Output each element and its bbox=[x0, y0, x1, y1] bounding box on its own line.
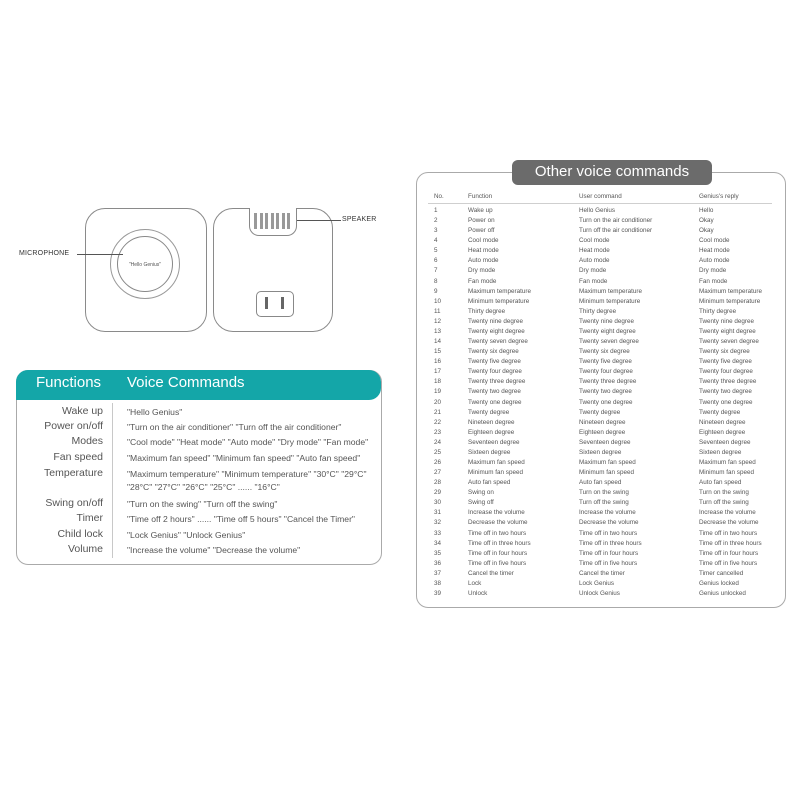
row-function: Twenty eight degree bbox=[468, 327, 525, 335]
row-user-command: Maximum fan speed bbox=[579, 459, 636, 466]
row-user-command: Minimum temperature bbox=[579, 297, 641, 305]
row-number: 8 bbox=[434, 277, 438, 285]
row-number: 24 bbox=[434, 438, 442, 446]
row-reply: Genius unlocked bbox=[699, 590, 746, 598]
row-number: 9 bbox=[434, 287, 438, 295]
row-user-command: Twenty two degree bbox=[579, 388, 632, 396]
speaker-label: SPEAKER bbox=[342, 216, 377, 223]
row-user-command: Fan mode bbox=[579, 277, 608, 285]
row-user-command: Auto fan speed bbox=[579, 479, 622, 487]
row-number: 6 bbox=[434, 257, 438, 265]
row-function: Nineteen degree bbox=[468, 418, 515, 426]
row-reply: Time off in five hours bbox=[699, 559, 758, 567]
row-number: 10 bbox=[434, 297, 442, 305]
row-user-command: Time off in four hours bbox=[579, 549, 639, 557]
row-reply: Increase the volume bbox=[699, 509, 756, 517]
row-function: Fan mode bbox=[468, 277, 497, 285]
function-name: Power on/off bbox=[44, 420, 103, 432]
row-reply: Thirty degree bbox=[699, 307, 737, 315]
row-function: Eighteen degree bbox=[468, 428, 515, 436]
row-reply: Twenty three degree bbox=[699, 378, 757, 386]
row-function: Wake up bbox=[468, 207, 493, 214]
row-user-command: Increase the volume bbox=[579, 509, 636, 517]
row-reply: Time off in three hours bbox=[699, 539, 762, 547]
row-number: 36 bbox=[434, 559, 442, 567]
row-function: Unlock bbox=[468, 590, 488, 598]
voice-command-text: "Cool mode" "Heat mode" "Auto mode" "Dry mode" "Fan mode" bbox=[127, 437, 369, 447]
row-user-command: Twenty one degree bbox=[579, 398, 633, 406]
row-user-command: Turn off the air conditioner bbox=[579, 227, 653, 235]
row-user-command: Auto mode bbox=[579, 257, 610, 265]
row-reply: Sixteen degree bbox=[699, 448, 742, 456]
row-reply: Twenty five degree bbox=[699, 358, 752, 366]
row-number: 23 bbox=[434, 428, 442, 436]
voice-command-text: "Turn on the air conditioner" "Turn off the air conditioner" bbox=[127, 422, 342, 432]
row-number: 7 bbox=[434, 267, 438, 275]
speaker-slot bbox=[254, 213, 257, 229]
row-user-command: Decrease the volume bbox=[579, 519, 639, 527]
row-number: 35 bbox=[434, 549, 442, 557]
row-user-command: Heat mode bbox=[579, 247, 610, 255]
voice-command-text: "Lock Genius" "Unlock Genius" bbox=[127, 530, 246, 540]
row-function: Thirty degree bbox=[468, 307, 506, 315]
row-number: 28 bbox=[434, 479, 442, 487]
row-user-command: Nineteen degree bbox=[579, 418, 626, 426]
row-function: Swing off bbox=[468, 499, 494, 507]
row-user-command: Twenty three degree bbox=[579, 378, 637, 386]
row-user-command: Unlock Genius bbox=[579, 590, 620, 598]
row-user-command: Dry mode bbox=[579, 267, 607, 275]
row-user-command: Sixteen degree bbox=[579, 448, 622, 456]
row-user-command: Turn on the swing bbox=[579, 489, 629, 497]
row-function: Cancel the timer bbox=[468, 569, 514, 577]
row-user-command: Twenty six degree bbox=[579, 348, 630, 356]
row-number: 30 bbox=[434, 499, 442, 507]
row-reply: Twenty degree bbox=[699, 408, 741, 416]
row-reply: Maximum temperature bbox=[699, 287, 762, 295]
row-user-command: Twenty five degree bbox=[579, 358, 632, 366]
speaker-slot bbox=[276, 213, 279, 229]
row-number: 14 bbox=[434, 338, 442, 346]
column-header-user-command: User command bbox=[579, 193, 622, 200]
row-user-command: Cancel the timer bbox=[579, 569, 625, 577]
row-reply: Auto mode bbox=[699, 257, 730, 265]
switch-contact bbox=[281, 297, 284, 309]
voice-command-text: "Hello Genius" bbox=[127, 407, 183, 417]
row-reply: Okay bbox=[699, 227, 714, 235]
row-function: Twenty three degree bbox=[468, 378, 526, 386]
column-header-function: Function bbox=[468, 193, 493, 200]
microphone-label: MICROPHONE bbox=[19, 250, 70, 257]
row-function: Time off in five hours bbox=[468, 559, 527, 567]
row-function: Minimum fan speed bbox=[468, 469, 523, 477]
row-user-command: Minimum fan speed bbox=[579, 469, 634, 477]
row-reply: Hello bbox=[699, 207, 714, 214]
row-number: 11 bbox=[434, 307, 441, 315]
row-reply: Time off in four hours bbox=[699, 549, 759, 557]
row-user-command: Time off in five hours bbox=[579, 559, 638, 567]
function-name: Child lock bbox=[57, 528, 103, 540]
row-function: Twenty degree bbox=[468, 408, 510, 416]
voice-commands-heading: Voice Commands bbox=[127, 374, 245, 391]
row-number: 12 bbox=[434, 317, 442, 325]
row-reply: Okay bbox=[699, 217, 714, 225]
functions-heading: Functions bbox=[36, 374, 102, 391]
row-user-command: Twenty nine degree bbox=[579, 317, 634, 325]
functions-divider bbox=[112, 403, 113, 558]
function-name: Volume bbox=[67, 543, 103, 555]
row-reply: Minimum temperature bbox=[699, 297, 761, 305]
function-name: Temperature bbox=[44, 467, 103, 479]
speaker-slot bbox=[265, 213, 268, 229]
row-reply: Twenty seven degree bbox=[699, 338, 759, 346]
row-number: 20 bbox=[434, 398, 442, 406]
voice-command-text: "Maximum temperature" "Minimum temperature" "30°C" "29°C" bbox=[127, 469, 367, 479]
row-user-command: Turn on the air conditioner bbox=[579, 217, 653, 225]
row-reply: Maximum fan speed bbox=[699, 459, 756, 466]
speaker-slot bbox=[271, 213, 274, 229]
row-reply: Heat mode bbox=[699, 247, 730, 255]
row-reply: Eighteen degree bbox=[699, 428, 746, 436]
voice-command-text: "28°C" "27°C" "26°C" "25°C" ...... "16°C" bbox=[127, 482, 280, 492]
row-reply: Dry mode bbox=[699, 267, 727, 275]
row-function: Power on bbox=[468, 217, 495, 225]
row-reply: Decrease the volume bbox=[699, 519, 759, 527]
row-user-command: Lock Genius bbox=[579, 579, 615, 587]
row-reply: Twenty eight degree bbox=[699, 327, 756, 335]
row-user-command: Twenty degree bbox=[579, 408, 621, 416]
voice-command-text: "Maximum fan speed" "Minimum fan speed" "Auto fan speed" bbox=[127, 453, 361, 463]
row-user-command: Cool mode bbox=[579, 237, 610, 245]
row-function: Twenty one degree bbox=[468, 398, 522, 406]
row-reply: Minimum fan speed bbox=[699, 469, 754, 477]
row-function: Twenty nine degree bbox=[468, 317, 523, 325]
row-function: Time off in two hours bbox=[468, 529, 527, 537]
row-user-command: Turn off the swing bbox=[579, 499, 629, 507]
row-user-command: Twenty four degree bbox=[579, 368, 633, 376]
row-number: 19 bbox=[434, 388, 442, 396]
voice-command-text: "Increase the volume" "Decrease the volume" bbox=[127, 545, 301, 555]
row-function: Seventeen degree bbox=[468, 438, 520, 446]
row-function: Twenty six degree bbox=[468, 348, 519, 356]
switch-contact bbox=[265, 297, 268, 309]
row-function: Dry mode bbox=[468, 267, 496, 275]
row-reply: Timer cancelled bbox=[699, 569, 744, 577]
voice-command-text: "Time off 2 hours" ...... "Time off 5 hours" "Cancel the Timer" bbox=[127, 514, 355, 524]
row-function: Cool mode bbox=[468, 237, 499, 245]
row-function: Lock bbox=[468, 579, 482, 587]
other-commands-title: Other voice commands bbox=[534, 163, 690, 180]
row-number: 38 bbox=[434, 579, 442, 587]
speaker-slot bbox=[282, 213, 285, 229]
row-user-command: Maximum temperature bbox=[579, 287, 642, 295]
function-name: Wake up bbox=[61, 405, 103, 417]
row-number: 25 bbox=[434, 448, 442, 456]
column-header-no: No. bbox=[434, 193, 444, 200]
column-header-reply: Genius's reply bbox=[699, 193, 739, 200]
row-number: 22 bbox=[434, 418, 442, 426]
row-function: Twenty five degree bbox=[468, 358, 521, 366]
row-user-command: Time off in two hours bbox=[579, 529, 638, 537]
row-reply: Turn off the swing bbox=[699, 499, 749, 507]
speaker-slot bbox=[260, 213, 263, 229]
function-name: Fan speed bbox=[53, 451, 103, 463]
row-number: 17 bbox=[434, 368, 442, 376]
row-number: 31 bbox=[434, 509, 442, 517]
row-number: 39 bbox=[434, 590, 442, 598]
row-function: Time off in three hours bbox=[468, 539, 531, 547]
row-reply: Auto fan speed bbox=[699, 479, 742, 487]
row-reply: Twenty two degree bbox=[699, 388, 752, 396]
row-reply: Twenty six degree bbox=[699, 348, 750, 356]
function-name: Modes bbox=[71, 435, 103, 447]
row-user-command: Thirty degree bbox=[579, 307, 617, 315]
row-function: Power off bbox=[468, 227, 495, 235]
row-reply: Fan mode bbox=[699, 277, 728, 285]
row-user-command: Eighteen degree bbox=[579, 428, 626, 436]
row-function: Minimum temperature bbox=[468, 297, 530, 305]
row-number: 13 bbox=[434, 327, 442, 335]
row-reply: Nineteen degree bbox=[699, 418, 746, 426]
speaker-slot bbox=[287, 213, 290, 229]
row-function: Auto mode bbox=[468, 257, 499, 265]
row-number: 4 bbox=[434, 237, 438, 245]
row-number: 29 bbox=[434, 489, 442, 497]
row-function: Swing on bbox=[468, 489, 494, 497]
row-user-command: Time off in three hours bbox=[579, 539, 642, 547]
power-switch bbox=[256, 291, 294, 317]
row-reply: Turn on the swing bbox=[699, 489, 749, 497]
row-function: Decrease the volume bbox=[468, 519, 528, 527]
function-name: Timer bbox=[76, 512, 103, 524]
row-function: Increase the volume bbox=[468, 509, 525, 517]
row-reply: Twenty four degree bbox=[699, 368, 753, 376]
row-user-command: Seventeen degree bbox=[579, 438, 631, 446]
row-number: 2 bbox=[434, 217, 438, 225]
row-user-command: Hello Genius bbox=[579, 207, 616, 214]
row-number: 32 bbox=[434, 519, 442, 527]
row-function: Heat mode bbox=[468, 247, 499, 255]
voice-command-text: "Turn on the swing" "Turn off the swing" bbox=[127, 499, 278, 509]
row-number: 34 bbox=[434, 539, 442, 547]
row-number: 26 bbox=[434, 459, 442, 466]
row-number: 21 bbox=[434, 408, 442, 416]
row-reply: Time off in two hours bbox=[699, 529, 758, 537]
row-function: Sixteen degree bbox=[468, 448, 511, 456]
table-header-rule bbox=[428, 203, 772, 204]
row-reply: Twenty one degree bbox=[699, 398, 753, 406]
row-number: 16 bbox=[434, 358, 442, 366]
row-reply: Genius locked bbox=[699, 579, 739, 587]
row-reply: Cool mode bbox=[699, 237, 730, 245]
row-function: Maximum temperature bbox=[468, 287, 531, 295]
row-number: 37 bbox=[434, 569, 442, 577]
row-reply: Twenty nine degree bbox=[699, 317, 754, 325]
row-function: Twenty four degree bbox=[468, 368, 522, 376]
row-user-command: Twenty eight degree bbox=[579, 327, 636, 335]
device-front-text: "Hello Genius" bbox=[128, 262, 162, 268]
row-number: 15 bbox=[434, 348, 442, 356]
row-number: 27 bbox=[434, 469, 442, 477]
row-function: Maximum fan speed bbox=[468, 459, 525, 466]
row-user-command: Twenty seven degree bbox=[579, 338, 639, 346]
row-function: Twenty seven degree bbox=[468, 338, 528, 346]
row-reply: Seventeen degree bbox=[699, 438, 751, 446]
microphone-pointer-line bbox=[77, 254, 123, 255]
row-function: Time off in four hours bbox=[468, 549, 528, 557]
speaker-pointer-line bbox=[297, 220, 341, 221]
function-name: Swing on/off bbox=[45, 497, 103, 509]
row-function: Twenty two degree bbox=[468, 388, 521, 396]
row-number: 18 bbox=[434, 378, 442, 386]
row-number: 5 bbox=[434, 247, 438, 255]
row-function: Auto fan speed bbox=[468, 479, 511, 487]
row-number: 1 bbox=[434, 207, 438, 214]
row-number: 3 bbox=[434, 227, 438, 235]
row-number: 33 bbox=[434, 529, 442, 537]
